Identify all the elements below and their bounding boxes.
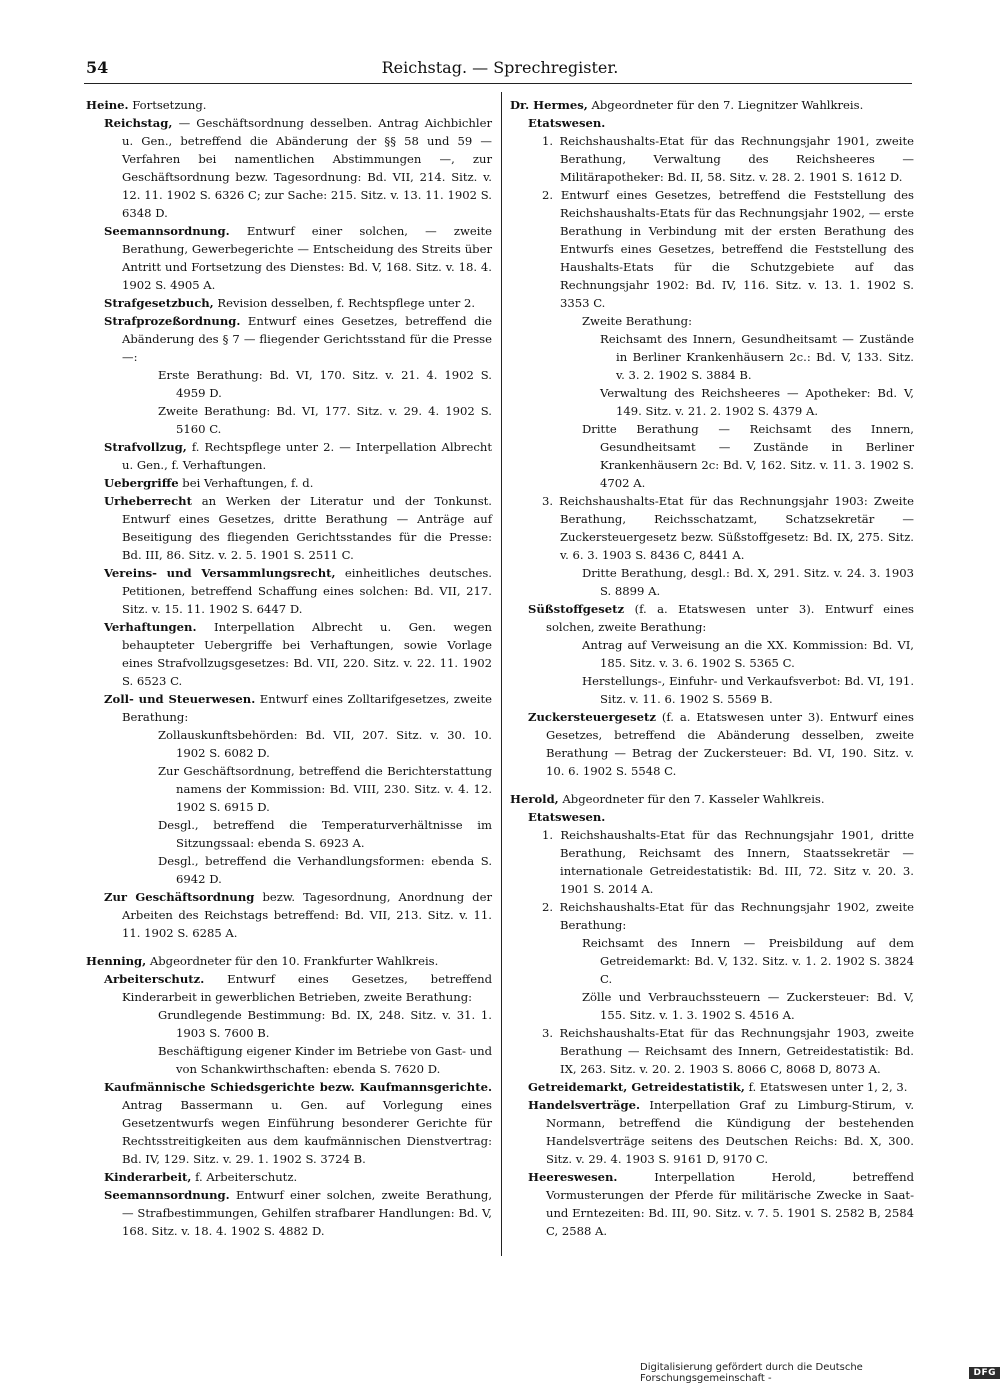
entry-text: Entwurf eines Gesetzes, betreffend die Abänderung des § 7 — fliegender Gerichtsstand für die Presse —:	[122, 314, 493, 364]
entry-text: (f. a. Etatswesen unter 3). Entwurf eines solchen, zweite Berathung:	[546, 602, 915, 634]
numbered-entry: 2. Entwurf eines Gesetzes, betreffend die Feststellung des Reichshaushalts-Etats für das Rechnungsjahr 1902, — erste Berathung in Verbindung mit der ersten Berathung des Entwurfs eines Gesetzes, betreffend die Feststellung des Haushalts-Etats für die Schutzgebiete auf das Rechnungsjahr 1902: Bd. IV, 116. Sitz. v. 13. 1. 1902 S. 3353 C.	[542, 188, 914, 310]
sub-entry: Herstellungs-, Einfuhr- und Verkaufsverbot: Bd. VI, 191. Sitz. v. 11. 6. 1902 S. 5569 B.	[582, 674, 914, 706]
entry-text: Entwurf einer solchen, zweite Berathung, — Strafbestimmungen, Gehilfen strafbarer Handlungen: Bd. V, 168. Sitz. v. 18. 4. 1902 S. 4882 D.	[122, 1188, 493, 1238]
entry-text: bezw. Tagesordnung, Anordnung der Arbeiten des Reichstags betreffend: Bd. VII, 213. Sitz. v. 11. 11. 1902 S. 6285 A.	[122, 890, 492, 940]
person-description: Abgeordneter für den 10. Frankfurter Wahlkreis.	[149, 954, 439, 968]
entry-henning	[86, 952, 492, 970]
dfg-logo: DFG	[969, 1367, 1000, 1379]
entry-heereswesen	[510, 1168, 914, 1240]
entry-text: (f. a. Etatswesen unter 3). Entwurf eines Gesetzes, betreffend die Abänderung desselben, zweite Berathung — Betrag der Zuckersteuer: Bd. VI, 190. Sitz. v. 10. 6. 1902 S. 5548 C.	[546, 710, 914, 778]
entry-term: Süßstoffgesetz	[528, 602, 625, 616]
person-description: Abgeordneter für den 7. Liegnitzer Wahlkreis.	[591, 98, 864, 112]
sub-entry: Dritte Berathung, desgl.: Bd. X, 291. Sitz. v. 24. 3. 1903 S. 8899 A.	[582, 566, 914, 598]
entry-handelsvertraege	[510, 1096, 914, 1168]
entry-vereinsrecht	[86, 564, 492, 618]
entry-text: Interpellation Albrecht u. Gen. wegen behaupteter Uebergriffe bei Verhaftungen, sowie Vorlage eines Strafvollzugsgesetzes: Bd. VII, 220. Sitz. v. 22. 11. 1902 S. 6523 C.	[122, 620, 493, 688]
sub-sub-entry: Verwaltung des Reichsheeres — Apotheker: Bd. V, 149. Sitz. v. 21. 2. 1902 S. 4379 A.	[600, 386, 914, 418]
entry-term: Kaufmännische Schiedsgerichte bezw. Kaufmannsgerichte.	[104, 1080, 492, 1094]
section-etatswesen	[510, 114, 914, 132]
entry-getreidemarkt	[510, 1078, 914, 1096]
person-description: Abgeordneter für den 7. Kasseler Wahlkreis.	[562, 792, 825, 806]
entry-term: Strafprozeßordnung.	[104, 314, 241, 328]
entry-term: Strafgesetzbuch,	[104, 296, 214, 310]
entry-text: Entwurf eines Gesetzes, betreffend Kinderarbeit in gewerblichen Betrieben, zweite Berathung:	[122, 972, 492, 1004]
numbered-entry: 3. Reichshaushalts-Etat für das Rechnungsjahr 1903: Zweite Berathung, Reichsschatzamt, Schatzsekretär — Zuckersteuergesetz bezw. Süßstoffgesetz: Bd. IX, 275. Sitz. v. 6. 3. 1903 S. 8436 C, 8441 A.	[542, 494, 914, 562]
entry-zur-geschaeftsordnung	[86, 888, 492, 942]
sub-entry: Beschäftigung eigener Kinder im Betriebe von Gast- und von Schankwirthschaften: ebenda S. 7620 D.	[158, 1044, 493, 1076]
person-name: Dr. Hermes,	[510, 98, 588, 112]
entry-term: Vereins- und Versammlungsrecht,	[104, 566, 336, 580]
entry-text: einheitliches deutsches. Petitionen, betreffend Schaffung eines solchen: Bd. VII, 217. Sitz. v. 15. 11. 1902 S. 6447 D.	[122, 566, 492, 616]
section-etatswesen	[510, 808, 914, 826]
right-column	[510, 96, 914, 1240]
entry-uebergriffe	[86, 474, 492, 492]
sub-entry: Antrag auf Verweisung an die XX. Kommission: Bd. VI, 185. Sitz. v. 3. 6. 1902 S. 5365 C.	[582, 638, 914, 670]
entry-text: Interpellation Graf zu Limburg-Stirum, v. Normann, betreffend die Kündigung der bestehenden Handelsverträge seitens des Deutschen Reichs: Bd. X, 300. Sitz. v. 29. 4. 1903 S. 9161 D, 9170 C.	[546, 1098, 915, 1166]
entry-herold	[510, 790, 914, 808]
sub-sub-entry: Reichsamt des Innern, Gesundheitsamt — Zustände in Berliner Krankenhäusern 2c.: Bd. V, 133. Sitz. v. 3. 2. 1902 S. 3884 B.	[600, 332, 914, 382]
entry-text: Antrag Bassermann u. Gen. auf Vorlegung eines Gesetzentwurfs wegen Einführung besonderer Gerichte für Rechtsstreitigkeiten aus dem kaufmännischen Dienstvertrag: Bd. IV, 129. Sitz. v. 29. 1. 1902 S. 3724 B.	[122, 1098, 492, 1166]
person-name: Herold,	[510, 792, 559, 806]
entry-hermes	[510, 96, 914, 114]
entry-term: Kinderarbeit,	[104, 1170, 192, 1184]
entry-term: Heereswesen.	[528, 1170, 618, 1184]
entry-zuckersteuergesetz	[510, 708, 914, 780]
sub-entry: Grundlegende Bestimmung: Bd. IX, 248. Sitz. v. 31. 1. 1903 S. 7600 B.	[158, 1008, 492, 1040]
entry-term: Handelsverträge.	[528, 1098, 641, 1112]
entry-heine	[86, 96, 492, 114]
numbered-entry: 1. Reichshaushalts-Etat für das Rechnungsjahr 1901, dritte Berathung, Reichsamt des Innern, Staatssekretär — internationale Getreidestatistik: Bd. III, 72. Sitz v. 20. 3. 1901 S. 2014 A.	[542, 828, 914, 896]
sub-entry: Zollauskunftsbehörden: Bd. VII, 207. Sitz. v. 30. 10. 1902 S. 6082 D.	[158, 728, 492, 760]
sub-entry: Zur Geschäftsordnung, betreffend die Berichterstattung namens der Kommission: Bd. VIII, 230. Sitz. v. 4. 12. 1902 S. 6915 D.	[158, 764, 492, 814]
entry-text: an Werken der Literatur und der Tonkunst. Entwurf eines Gesetzes, dritte Berathung — Anträge auf Beseitigung des fliegenden Gerichtsstandes für die Presse: Bd. III, 86. Sitz. v. 2. 5. 1901 S. 2511 C.	[122, 494, 492, 562]
entry-reichstag	[86, 114, 492, 222]
entry-term: Zur Geschäftsordnung	[104, 890, 255, 904]
entry-term: Reichstag,	[104, 116, 173, 130]
entry-term: Uebergriffe	[104, 476, 179, 490]
entry-term: Strafvollzug,	[104, 440, 187, 454]
sub-entry: Dritte Berathung — Reichsamt des Innern, Gesundheitsamt — Zustände in Berliner Krankenhäusern 2c: Bd. V, 162. Sitz. v. 11. 3. 1902 S. 4702 A.	[582, 422, 914, 490]
entry-seemannsordnung-2	[86, 1186, 492, 1240]
sub-entry: Erste Berathung: Bd. VI, 170. Sitz. v. 21. 4. 1902 S. 4959 D.	[158, 368, 492, 400]
sub-entry: Zweite Berathung:	[582, 314, 692, 328]
entry-strafvollzug	[86, 438, 492, 474]
entry-term: Seemannsordnung.	[104, 224, 230, 238]
entry-term: Zuckersteuergesetz	[528, 710, 656, 724]
entry-kinderarbeit	[86, 1168, 492, 1186]
entry-text: — Geschäftsordnung desselben. Antrag Aichbichler u. Gen., betreffend die Abänderung der §§ 58 und 59 — Verfahren bei namentlichen Abstimmungen —, zur Geschäftsordnung bezw. Tagesordnung: Bd. VII, 214. Sitz. v. 12. 11. 1902 S. 6326 C; zur Sache: 215. Sitz. v. 13. 11. 1902 S. 6348 D.	[122, 116, 492, 220]
sub-entry: Desgl., betreffend die Verhandlungsformen: ebenda S. 6942 D.	[158, 854, 492, 886]
numbered-entry: 1. Reichshaushalts-Etat für das Rechnungsjahr 1901, zweite Berathung, Verwaltung des Reichsheeres — Militärapotheker: Bd. II, 58. Sitz. v. 28. 2. 1901 S. 1612 D.	[542, 134, 914, 184]
entry-text: Interpellation Herold, betreffend Vormusterungen der Pferde für militärische Zwecke in Saat- und Erntezeiten: Bd. III, 90. Sitz. v. 7. 5. 1901 S. 2582 B, 2584 C, 2588 A.	[546, 1170, 915, 1238]
numbered-entry: 2. Reichshaushalts-Etat für das Rechnungsjahr 1902, zweite Berathung:	[542, 900, 914, 932]
numbered-entry: 3. Reichshaushalts-Etat für das Rechnungsjahr 1903, zweite Berathung — Reichsamt des Innern, Getreidestatistik: Bd. IX, 263. Sitz. v. 20. 2. 1903 S. 8066 C, 8068 D, 8073 A.	[542, 1026, 914, 1076]
entry-text: Entwurf eines Zolltarifgesetzes, zweite Berathung:	[122, 692, 492, 724]
entry-seemannsordnung	[86, 222, 492, 294]
entry-text: Entwurf einer solchen, — zweite Berathung, Gewerbegerichte — Entscheidung des Streits über Antritt und Fortsetzung des Dienstes: Bd. V, 168. Sitz. v. 18. 4. 1902 S. 4905 A.	[122, 224, 492, 292]
sub-entry: Zweite Berathung: Bd. VI, 177. Sitz. v. 29. 4. 1902 S. 5160 C.	[158, 404, 492, 436]
entry-text: f. Rechtspflege unter 2. — Interpellation Albrecht u. Gen., f. Verhaftungen.	[122, 440, 493, 472]
column-divider	[501, 92, 502, 1256]
entry-strafgesetzbuch	[86, 294, 492, 312]
sub-entry: Zölle und Verbrauchssteuern — Zuckersteuer: Bd. V, 155. Sitz. v. 1. 3. 1902 S. 4516 A.	[582, 990, 914, 1022]
entry-urheberrecht	[86, 492, 492, 564]
entry-zollwesen	[86, 690, 492, 726]
entry-text: f. Arbeiterschutz.	[195, 1170, 298, 1184]
entry-suessstoffgesetz	[510, 600, 914, 636]
person-name: Heine.	[86, 98, 129, 112]
footer-text: Digitalisierung gefördert durch die Deutsche Forschungsgemeinschaft -	[640, 1362, 863, 1384]
entry-term: Zoll- und Steuerwesen.	[104, 692, 256, 706]
digitization-footer	[640, 1362, 1000, 1384]
section-term: Etatswesen.	[528, 116, 606, 130]
continuation-note: Fortsetzung.	[132, 98, 207, 112]
running-head: Reichstag. — Sprechregister.	[381, 58, 619, 77]
sub-entry: Desgl., betreffend die Temperaturverhältnisse im Sitzungssaal: ebenda S. 6923 A.	[158, 818, 492, 850]
left-column	[86, 96, 492, 1240]
entry-term: Getreidemarkt, Getreidestatistik,	[528, 1080, 745, 1094]
entry-kaufmaennische-schiedsgerichte	[86, 1078, 492, 1168]
entry-term: Arbeiterschutz.	[104, 972, 205, 986]
section-term: Etatswesen.	[528, 810, 606, 824]
entry-term: Urheberrecht	[104, 494, 192, 508]
entry-term: Verhaftungen.	[104, 620, 197, 634]
entry-arbeiterschutz	[86, 970, 492, 1006]
page-number: 54	[86, 58, 109, 77]
entry-strafprozessordnung	[86, 312, 492, 366]
entry-term: Seemannsordnung.	[104, 1188, 230, 1202]
entry-text: Revision desselben, f. Rechtspflege unter 2.	[217, 296, 476, 310]
sub-entry: Reichsamt des Innern — Preisbildung auf dem Getreidemarkt: Bd. V, 132. Sitz. v. 1. 2. 1902 S. 3824 C.	[582, 936, 914, 986]
entry-text: f. Etatswesen unter 1, 2, 3.	[748, 1080, 908, 1094]
entry-text: bei Verhaftungen, f. d.	[182, 476, 314, 490]
person-name: Henning,	[86, 954, 147, 968]
entry-verhaftungen	[86, 618, 492, 690]
header-rule	[84, 83, 912, 84]
